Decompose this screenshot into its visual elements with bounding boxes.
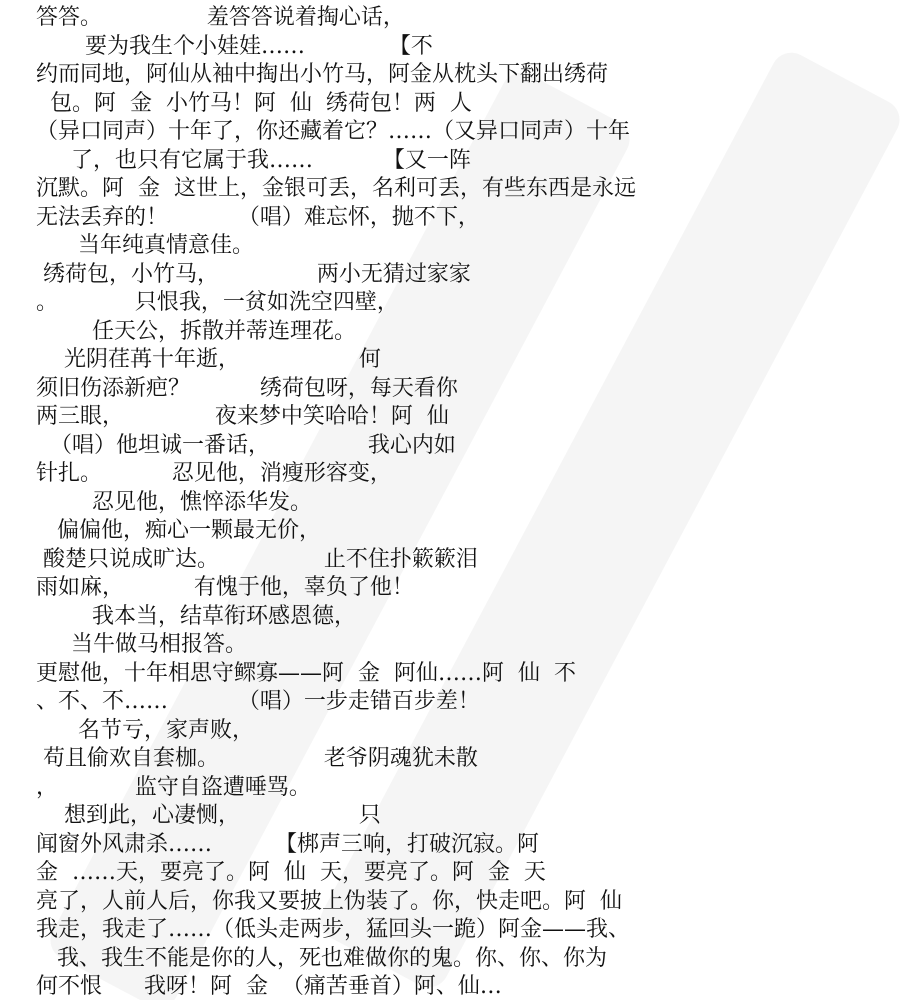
text-line: 想到此，心凄恻， 只 [36,803,381,828]
text-line: 沉默。阿 金 这世上，金银可丢，名利可丢，有些东西是永远 [36,176,636,201]
text-line: 我本当，结草衔环感恩德， [36,603,356,629]
text-line: 绣荷包，小竹马， 两小无猜过家家 [36,261,471,287]
text-line: ， 监守自盗遭唾骂。 [36,774,311,800]
text-line: 两三眼， 夜来梦中笑哈哈！阿 仙 [36,404,449,429]
text-line: （异口同声）十年了，你还藏着它？……（又异口同声）十年 [36,119,631,144]
text-line: （唱）他坦诚一番话， 我心内如 [36,432,456,458]
text-line: 金 ……天，要亮了。阿 仙 天，要亮了。阿 金 天 [36,860,546,885]
text-line: 任天公，拆散并蒂连理花。 [36,318,356,344]
text-line: 当年纯真情意佳。 [36,233,254,258]
text-line: 答答。 羞答答说着掏心话， [36,5,405,30]
text-line: 针扎。 忍见他，消瘦形容变， [36,461,392,486]
text-line: 名节亏，家声败， [36,717,254,743]
text-line: 、不、不…… （唱）一步走错百步差！ [36,689,480,714]
text-line: 偏偏他，痴心一颗最无价， [36,518,321,543]
text-line: 要为我生个小娃娃…… 【不 [36,33,433,59]
text-line: 更慰他，十年相思守鳏寡——阿 金 阿仙……阿 仙 不 [36,660,576,686]
script-text-block [36,4,876,1000]
text-line: 当牛做马相报答。 [36,632,247,657]
text-line: 酸楚只说成旷达。 止不住扑簌簌泪 [36,546,478,572]
text-line: 忍见他，憔悴添华发。 [36,489,312,515]
text-line: 亮了，人前人后，你我又要披上伪装了。你，快走吧。阿 仙 [36,888,622,914]
text-line: 无法丢弃的！ （唱）难忘怀，抛不下， [36,204,480,230]
text-line: 光阴荏苒十年逝， 何 [36,347,381,372]
text-line: 雨如麻， 有愧于他，辜负了他！ [36,575,414,600]
text-line: 何不恨 我呀！阿 金 （痛苦垂首）阿、仙… [36,974,502,999]
text-line: 我、我生不能是你的人，死也难做你的鬼。你、你、你为 [36,945,607,971]
text-line: 约而同地，阿仙从袖中掏出小竹马，阿金从枕头下翻出绣荷 [36,62,609,87]
text-line: 闻窗外风肃杀…… 【梆声三响，打破沉寂。阿 [36,831,539,857]
text-line: 了，也只有它属于我…… 【又一阵 [36,147,471,173]
text-line: 我走，我走了……（低头走两步，猛回头一跪）阿金——我、 [36,917,631,942]
text-line: 苟且偷欢自套枷。 老爷阴魂犹未散 [36,746,478,771]
text-line: 包。阿 金 小竹马！阿 仙 绣荷包！两 人 [36,90,472,116]
text-line: 。 只恨我，一贫如洗空四壁， [36,290,399,315]
text-line: 须旧伤添新疤？ 绣荷包呀，每天看你 [36,375,458,401]
